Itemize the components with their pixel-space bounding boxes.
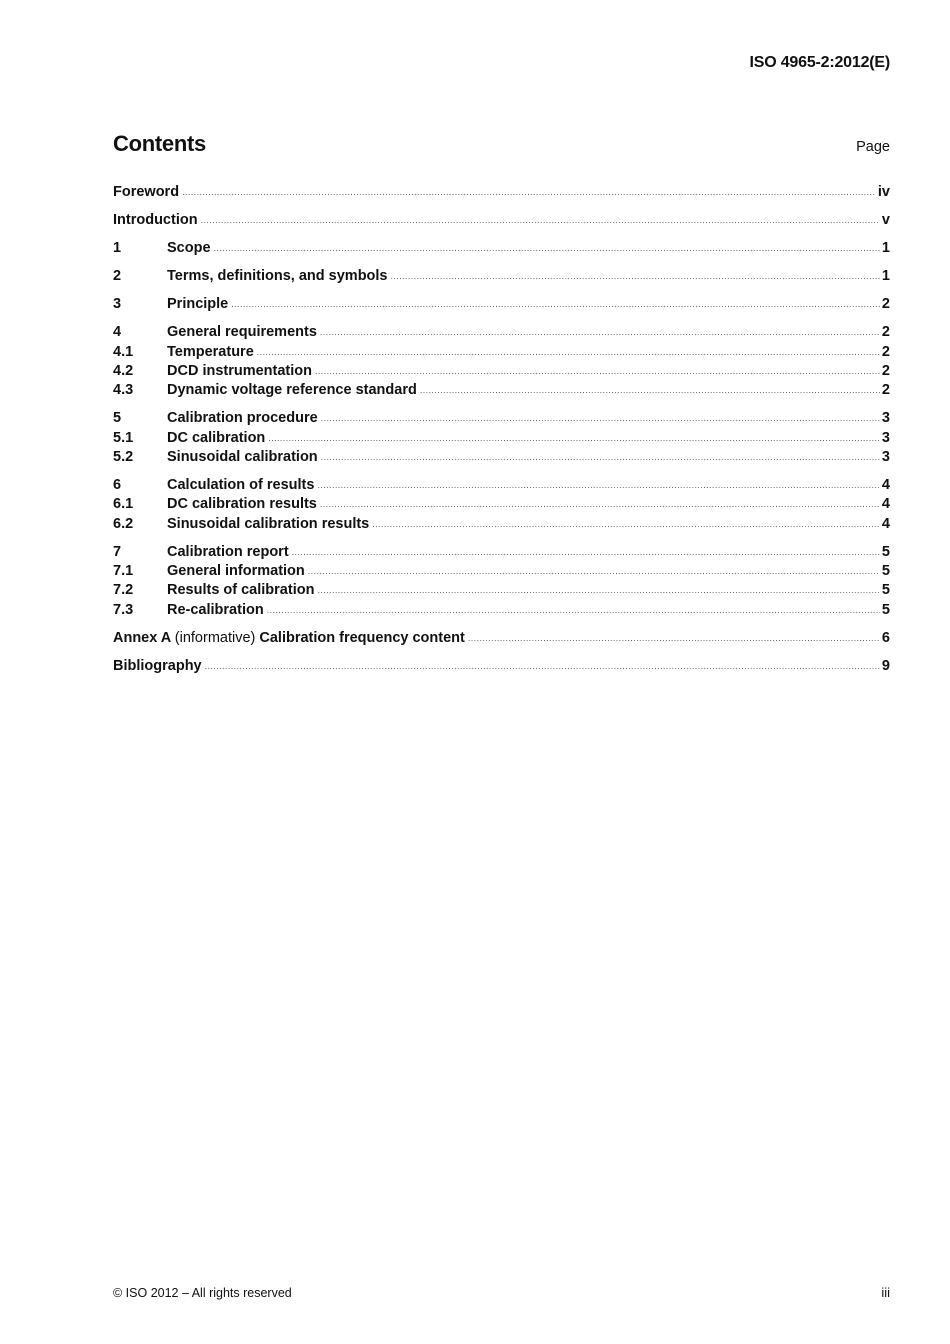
toc-entry-terms[interactable] <box>113 267 890 286</box>
toc-entry-number: 4.2 <box>113 363 134 380</box>
toc-entry-page: 2 <box>881 324 890 341</box>
toc-entry-label: Scope <box>167 240 211 257</box>
toc-entry-general-information[interactable] <box>113 562 890 581</box>
toc-entry-results-of-calibration[interactable] <box>113 581 890 600</box>
toc-entry-label: Foreword <box>113 184 180 200</box>
document-id: ISO 4965-2:2012(E) <box>749 54 890 71</box>
toc-entry-annex-a[interactable] <box>113 629 890 648</box>
toc-entry-page: 9 <box>881 657 890 674</box>
toc-entry-label: Terms, definitions, and symbols <box>167 268 388 285</box>
toc-entry-sinusoidal-calibration-results[interactable] <box>113 515 890 534</box>
toc-entry-number: 1 <box>113 240 122 257</box>
dot-leader <box>317 581 879 600</box>
toc-entry-label: Principle <box>167 296 229 313</box>
toc-entry-page: 2 <box>881 382 890 399</box>
toc-entry-number: 5.2 <box>113 449 134 466</box>
toc-entry-number: 2 <box>113 268 122 285</box>
toc-entry-page: 1 <box>881 268 890 285</box>
toc-entry-label: Dynamic voltage reference standard <box>167 382 417 399</box>
toc-entry-page: 5 <box>881 563 890 580</box>
toc-entry-label: Results of calibration <box>167 582 315 599</box>
toc-entry-label: Sinusoidal calibration <box>167 449 318 466</box>
annex-title: Calibration frequency content <box>259 629 465 646</box>
toc-entry-page: 2 <box>881 296 890 313</box>
dot-leader <box>214 239 880 258</box>
page-number: iii <box>881 1285 890 1300</box>
toc-entry-number: 6.1 <box>113 496 134 513</box>
dot-leader <box>292 543 880 562</box>
toc-entry-label: Calibration report <box>167 543 289 560</box>
toc-entry-label <box>113 629 465 648</box>
toc-entry-label: Sinusoidal calibration results <box>167 515 370 532</box>
toc-entry-page: 4 <box>881 477 890 494</box>
contents-title: Contents <box>113 131 206 156</box>
toc-entry-introduction[interactable] <box>113 211 890 230</box>
toc-entry-label: Calculation of results <box>167 477 315 494</box>
toc-entry-re-calibration[interactable] <box>113 601 890 620</box>
dot-leader <box>257 343 880 362</box>
annex-qualifier: (informative) <box>174 629 256 646</box>
toc-entry-label: DC calibration <box>167 429 266 446</box>
dot-leader <box>201 211 880 230</box>
dot-leader <box>420 381 880 400</box>
toc-entry-label: DCD instrumentation <box>167 363 312 380</box>
toc-entry-dc-calibration-results[interactable] <box>113 495 890 514</box>
toc-entry-number: 7.2 <box>113 582 134 599</box>
dot-leader <box>391 267 880 286</box>
toc-entry-label: Introduction <box>113 212 198 229</box>
toc-entry-general-requirements[interactable] <box>113 323 890 342</box>
dot-leader <box>468 629 880 648</box>
dot-leader <box>320 495 880 514</box>
toc-entry-number: 7 <box>113 543 122 560</box>
toc-entry-temperature[interactable] <box>113 343 890 362</box>
toc-entry-number: 5.1 <box>113 429 134 446</box>
page-footer <box>113 1285 890 1300</box>
toc-entry-calibration-report[interactable] <box>113 543 890 562</box>
toc-entry-page: 3 <box>881 410 890 427</box>
toc-entry-page: 5 <box>881 601 890 618</box>
dot-leader <box>231 295 880 314</box>
toc-entry-number: 3 <box>113 296 122 313</box>
contents-header <box>113 131 890 157</box>
toc-entry-label: General information <box>167 563 305 580</box>
toc-entry-scope[interactable] <box>113 239 890 258</box>
dot-leader <box>267 601 880 620</box>
toc-entry-foreword[interactable] <box>113 183 890 202</box>
toc-entry-label: Bibliography <box>113 657 202 674</box>
toc-entry-calculation-of-results[interactable] <box>113 476 890 495</box>
dot-leader <box>308 562 880 581</box>
toc-entry-number: 7.1 <box>113 563 134 580</box>
dot-leader <box>321 409 880 428</box>
toc-entry-label: Re-calibration <box>167 601 264 618</box>
toc-entry-page: 5 <box>881 543 890 560</box>
toc-entry-label: General requirements <box>167 324 317 341</box>
toc-entry-number: 4 <box>113 324 122 341</box>
toc-entry-page: 3 <box>881 449 890 466</box>
toc-entry-number: 4.1 <box>113 343 134 360</box>
toc-entry-label: DC calibration results <box>167 496 317 513</box>
toc-entry-page: 2 <box>881 343 890 360</box>
toc-entry-page: 4 <box>881 496 890 513</box>
toc-entry-label: Calibration procedure <box>167 410 318 427</box>
dot-leader <box>321 448 880 467</box>
toc-entry-page: iv <box>877 184 890 200</box>
toc-entry-calibration-procedure[interactable] <box>113 409 890 428</box>
copyright-notice: © ISO 2012 – All rights reserved <box>113 1286 292 1300</box>
toc-entry-page: 6 <box>881 629 890 646</box>
toc-entry-number: 5 <box>113 410 122 427</box>
dot-leader <box>182 183 876 202</box>
toc-entry-page: 2 <box>881 363 890 380</box>
toc-entry-bibliography[interactable] <box>113 657 890 676</box>
dot-leader <box>315 362 880 381</box>
dot-leader <box>205 657 880 676</box>
toc-entry-principle[interactable] <box>113 295 890 314</box>
toc-entry-sinusoidal-calibration[interactable] <box>113 448 890 467</box>
toc-entry-number: 4.3 <box>113 382 134 399</box>
toc-entry-page: 5 <box>881 582 890 599</box>
toc-entry-dc-calibration[interactable] <box>113 429 890 448</box>
toc-entry-page: v <box>881 212 890 229</box>
toc-entry-page: 1 <box>881 240 890 257</box>
table-of-contents <box>113 183 890 676</box>
toc-entry-page: 4 <box>881 515 890 532</box>
toc-entry-label: Temperature <box>167 343 254 360</box>
annex-prefix: Annex A <box>113 629 171 646</box>
dot-leader <box>317 476 879 495</box>
toc-entry-voltage-reference[interactable] <box>113 381 890 400</box>
toc-entry-number: 6 <box>113 477 122 494</box>
dot-leader <box>320 323 880 342</box>
toc-entry-page: 3 <box>881 429 890 446</box>
page-column-label: Page <box>856 139 890 155</box>
toc-entry-dcd-instrumentation[interactable] <box>113 362 890 381</box>
toc-entry-number: 6.2 <box>113 515 134 532</box>
dot-leader <box>372 515 880 534</box>
dot-leader <box>268 429 880 448</box>
toc-entry-number: 7.3 <box>113 601 134 618</box>
